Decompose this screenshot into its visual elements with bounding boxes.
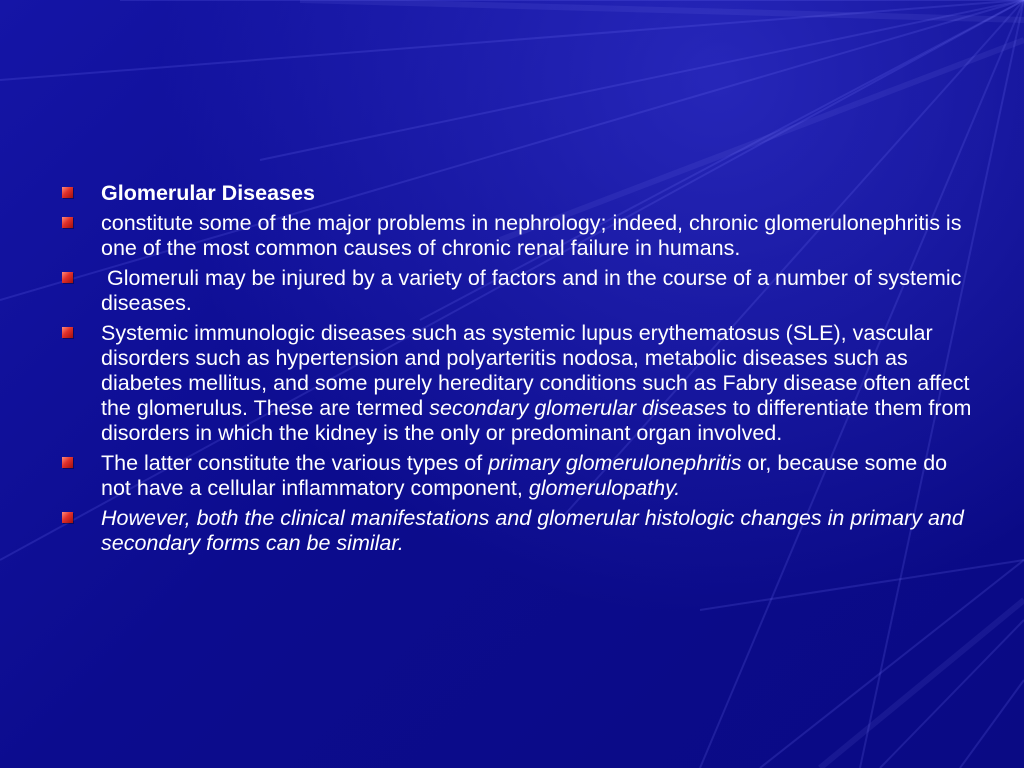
bullet-item xyxy=(62,451,982,501)
bullet-text-emphasis: glomerulopathy. xyxy=(528,476,681,500)
bullet-content xyxy=(62,181,982,561)
bullet-item-heading xyxy=(62,181,982,206)
bullet-text-emphasis: primary glomerulonephritis xyxy=(488,451,742,475)
bullet-item xyxy=(62,321,982,446)
bullet-item xyxy=(62,266,982,316)
bullet-text: The latter constitute the various types of xyxy=(101,451,489,475)
bullet-text: or, because some do not have a cellular inflammatory component, xyxy=(101,451,948,500)
square-bullet-icon xyxy=(62,187,73,198)
square-bullet-icon xyxy=(62,217,73,228)
bullet-item xyxy=(62,506,982,556)
bullet-text: constitute some of the major problems in nephrology; indeed, chronic glomerulonephritis is one of the most common causes of chronic renal failure in humans. xyxy=(101,211,962,260)
bullet-item xyxy=(62,211,982,261)
square-bullet-icon xyxy=(62,512,73,523)
bullet-text: to differentiate them from disorders in which the kidney is the only or predominant organ involved. xyxy=(101,396,972,445)
bullet-text-emphasis: However, both the clinical manifestations and glomerular histologic changes in primary and secondary forms can be similar. xyxy=(101,506,964,555)
square-bullet-icon xyxy=(62,457,73,468)
square-bullet-icon xyxy=(62,272,73,283)
bullet-text: Glomeruli may be injured by a variety of factors and in the course of a number of systemic diseases. xyxy=(101,266,968,315)
square-bullet-icon xyxy=(62,327,73,338)
bullet-text: Systemic immunologic diseases such as systemic lupus erythematosus (SLE), vascular disorders such as hypertension and polyarteritis nodosa, metabolic diseases such as diabetes mellitus, and some purely hereditary conditions such as Fabry disease often affect the glomerulus. These are termed xyxy=(101,321,970,420)
bullet-text-emphasis: secondary glomerular diseases xyxy=(429,396,727,420)
bullet-list xyxy=(62,181,982,556)
slide-heading: Glomerular Diseases xyxy=(101,181,315,205)
